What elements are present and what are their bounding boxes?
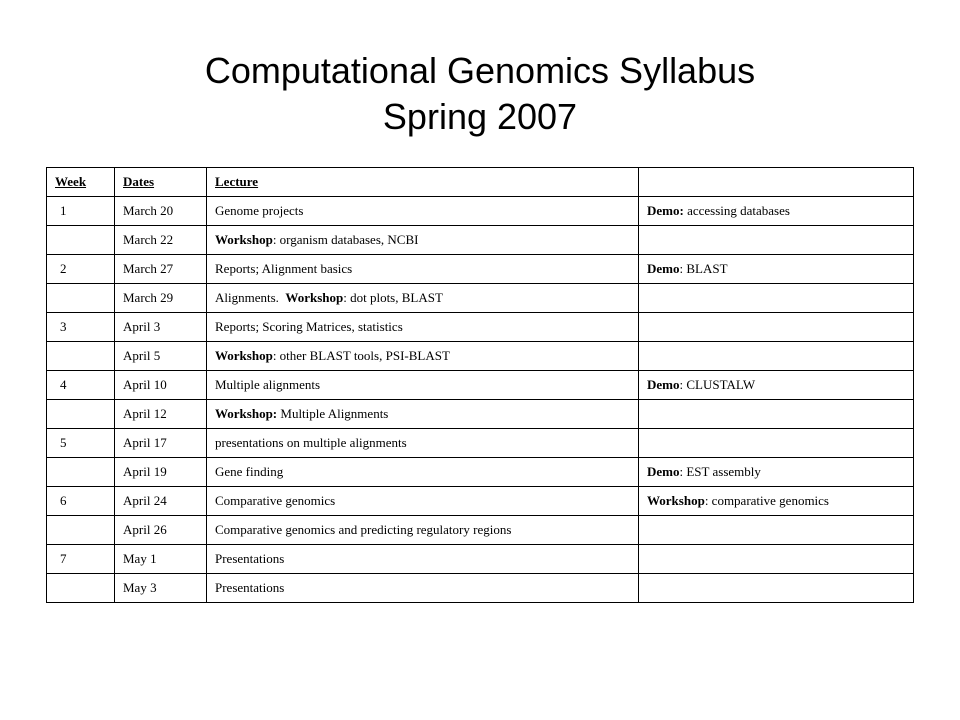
label-text: Reports; Alignment basics <box>215 261 353 276</box>
lecture-cell <box>207 545 639 574</box>
table-row <box>47 429 914 458</box>
activity-cell <box>639 574 914 603</box>
label-tag: Demo <box>647 464 680 479</box>
lecture-cell <box>207 516 639 545</box>
label-text: accessing databases <box>683 203 790 218</box>
lecture-cell <box>207 226 639 255</box>
label-tag: Workshop <box>215 348 273 363</box>
date-cell: May 1 <box>115 545 207 574</box>
week-cell <box>47 516 115 545</box>
lecture-cell <box>207 342 639 371</box>
activity-cell <box>639 371 914 400</box>
label-tag: Workshop <box>647 493 705 508</box>
table-row <box>47 313 914 342</box>
date-cell: April 10 <box>115 371 207 400</box>
label-text: : other BLAST tools, PSI-BLAST <box>272 348 450 363</box>
lecture-cell <box>207 313 639 342</box>
label-text: : BLAST <box>679 261 728 276</box>
activity-cell <box>639 458 914 487</box>
date-cell: April 24 <box>115 487 207 516</box>
lecture-cell <box>207 197 639 226</box>
lecture-cell <box>207 371 639 400</box>
week-cell: 7 <box>47 545 115 574</box>
date-cell: May 3 <box>115 574 207 603</box>
week-cell <box>47 284 115 313</box>
label-text: Presentations <box>215 580 285 595</box>
date-cell: April 19 <box>115 458 207 487</box>
week-cell: 6 <box>47 487 115 516</box>
label-text: Alignments. <box>215 290 286 305</box>
label-tag: Demo <box>647 377 680 392</box>
date-cell: March 29 <box>115 284 207 313</box>
label-text: : EST assembly <box>679 464 761 479</box>
date-cell: April 5 <box>115 342 207 371</box>
date-cell: April 17 <box>115 429 207 458</box>
lecture-cell <box>207 284 639 313</box>
label-text: presentations on multiple alignments <box>215 435 407 450</box>
title-line-1: Computational Genomics Syllabus <box>204 50 756 91</box>
week-cell: 5 <box>47 429 115 458</box>
table-row <box>47 458 914 487</box>
activity-cell <box>639 284 914 313</box>
date-cell: March 22 <box>115 226 207 255</box>
week-cell: 2 <box>47 255 115 284</box>
label-text: Genome projects <box>215 203 304 218</box>
header-extra <box>639 168 914 197</box>
label-tag: Workshop: <box>215 406 278 421</box>
activity-cell <box>639 255 914 284</box>
table-header-row <box>47 168 914 197</box>
activity-cell <box>639 516 914 545</box>
lecture-cell <box>207 487 639 516</box>
label-text: : comparative genomics <box>704 493 829 508</box>
activity-cell <box>639 487 914 516</box>
week-cell: 4 <box>47 371 115 400</box>
week-cell <box>47 574 115 603</box>
lecture-cell <box>207 255 639 284</box>
lecture-cell <box>207 574 639 603</box>
label-text: Comparative genomics and predicting regulatory regions <box>215 522 512 537</box>
table-row <box>47 574 914 603</box>
activity-cell <box>639 197 914 226</box>
activity-cell <box>639 545 914 574</box>
table-row <box>47 255 914 284</box>
header-week: Week <box>47 168 115 197</box>
label-text: Multiple alignments <box>215 377 321 392</box>
label-text: Comparative genomics <box>215 493 336 508</box>
label-text: Presentations <box>215 551 285 566</box>
label-text: Reports; Scoring Matrices, statistics <box>215 319 403 334</box>
lecture-cell <box>207 429 639 458</box>
table-body <box>47 197 914 603</box>
activity-cell <box>639 313 914 342</box>
syllabus-table <box>46 167 914 603</box>
label-tag: Demo: <box>647 203 684 218</box>
activity-cell <box>639 342 914 371</box>
label-text: : organism databases, NCBI <box>272 232 419 247</box>
week-cell <box>47 400 115 429</box>
date-cell: April 26 <box>115 516 207 545</box>
slide-title <box>0 48 960 140</box>
header-lecture: Lecture <box>207 168 639 197</box>
table-row <box>47 342 914 371</box>
date-cell: March 27 <box>115 255 207 284</box>
table-row <box>47 487 914 516</box>
date-cell: April 3 <box>115 313 207 342</box>
week-cell <box>47 342 115 371</box>
table-row <box>47 400 914 429</box>
table-row <box>47 197 914 226</box>
label-text: Gene finding <box>215 464 284 479</box>
label-tag: Workshop <box>285 290 344 305</box>
header-dates: Dates <box>115 168 207 197</box>
activity-cell <box>639 429 914 458</box>
date-cell: March 20 <box>115 197 207 226</box>
date-cell: April 12 <box>115 400 207 429</box>
title-line-2: Spring 2007 <box>382 96 578 137</box>
lecture-cell <box>207 458 639 487</box>
table-row <box>47 371 914 400</box>
week-cell: 1 <box>47 197 115 226</box>
table-row <box>47 226 914 255</box>
label-text: : dot plots, BLAST <box>343 290 443 305</box>
table-row <box>47 284 914 313</box>
week-cell: 3 <box>47 313 115 342</box>
table-row <box>47 516 914 545</box>
label-tag: Demo <box>647 261 680 276</box>
activity-cell <box>639 400 914 429</box>
lecture-cell <box>207 400 639 429</box>
activity-cell <box>639 226 914 255</box>
week-cell <box>47 458 115 487</box>
label-text: : CLUSTALW <box>679 377 756 392</box>
week-cell <box>47 226 115 255</box>
table-row <box>47 545 914 574</box>
label-text: Multiple Alignments <box>277 406 389 421</box>
label-tag: Workshop <box>215 232 273 247</box>
